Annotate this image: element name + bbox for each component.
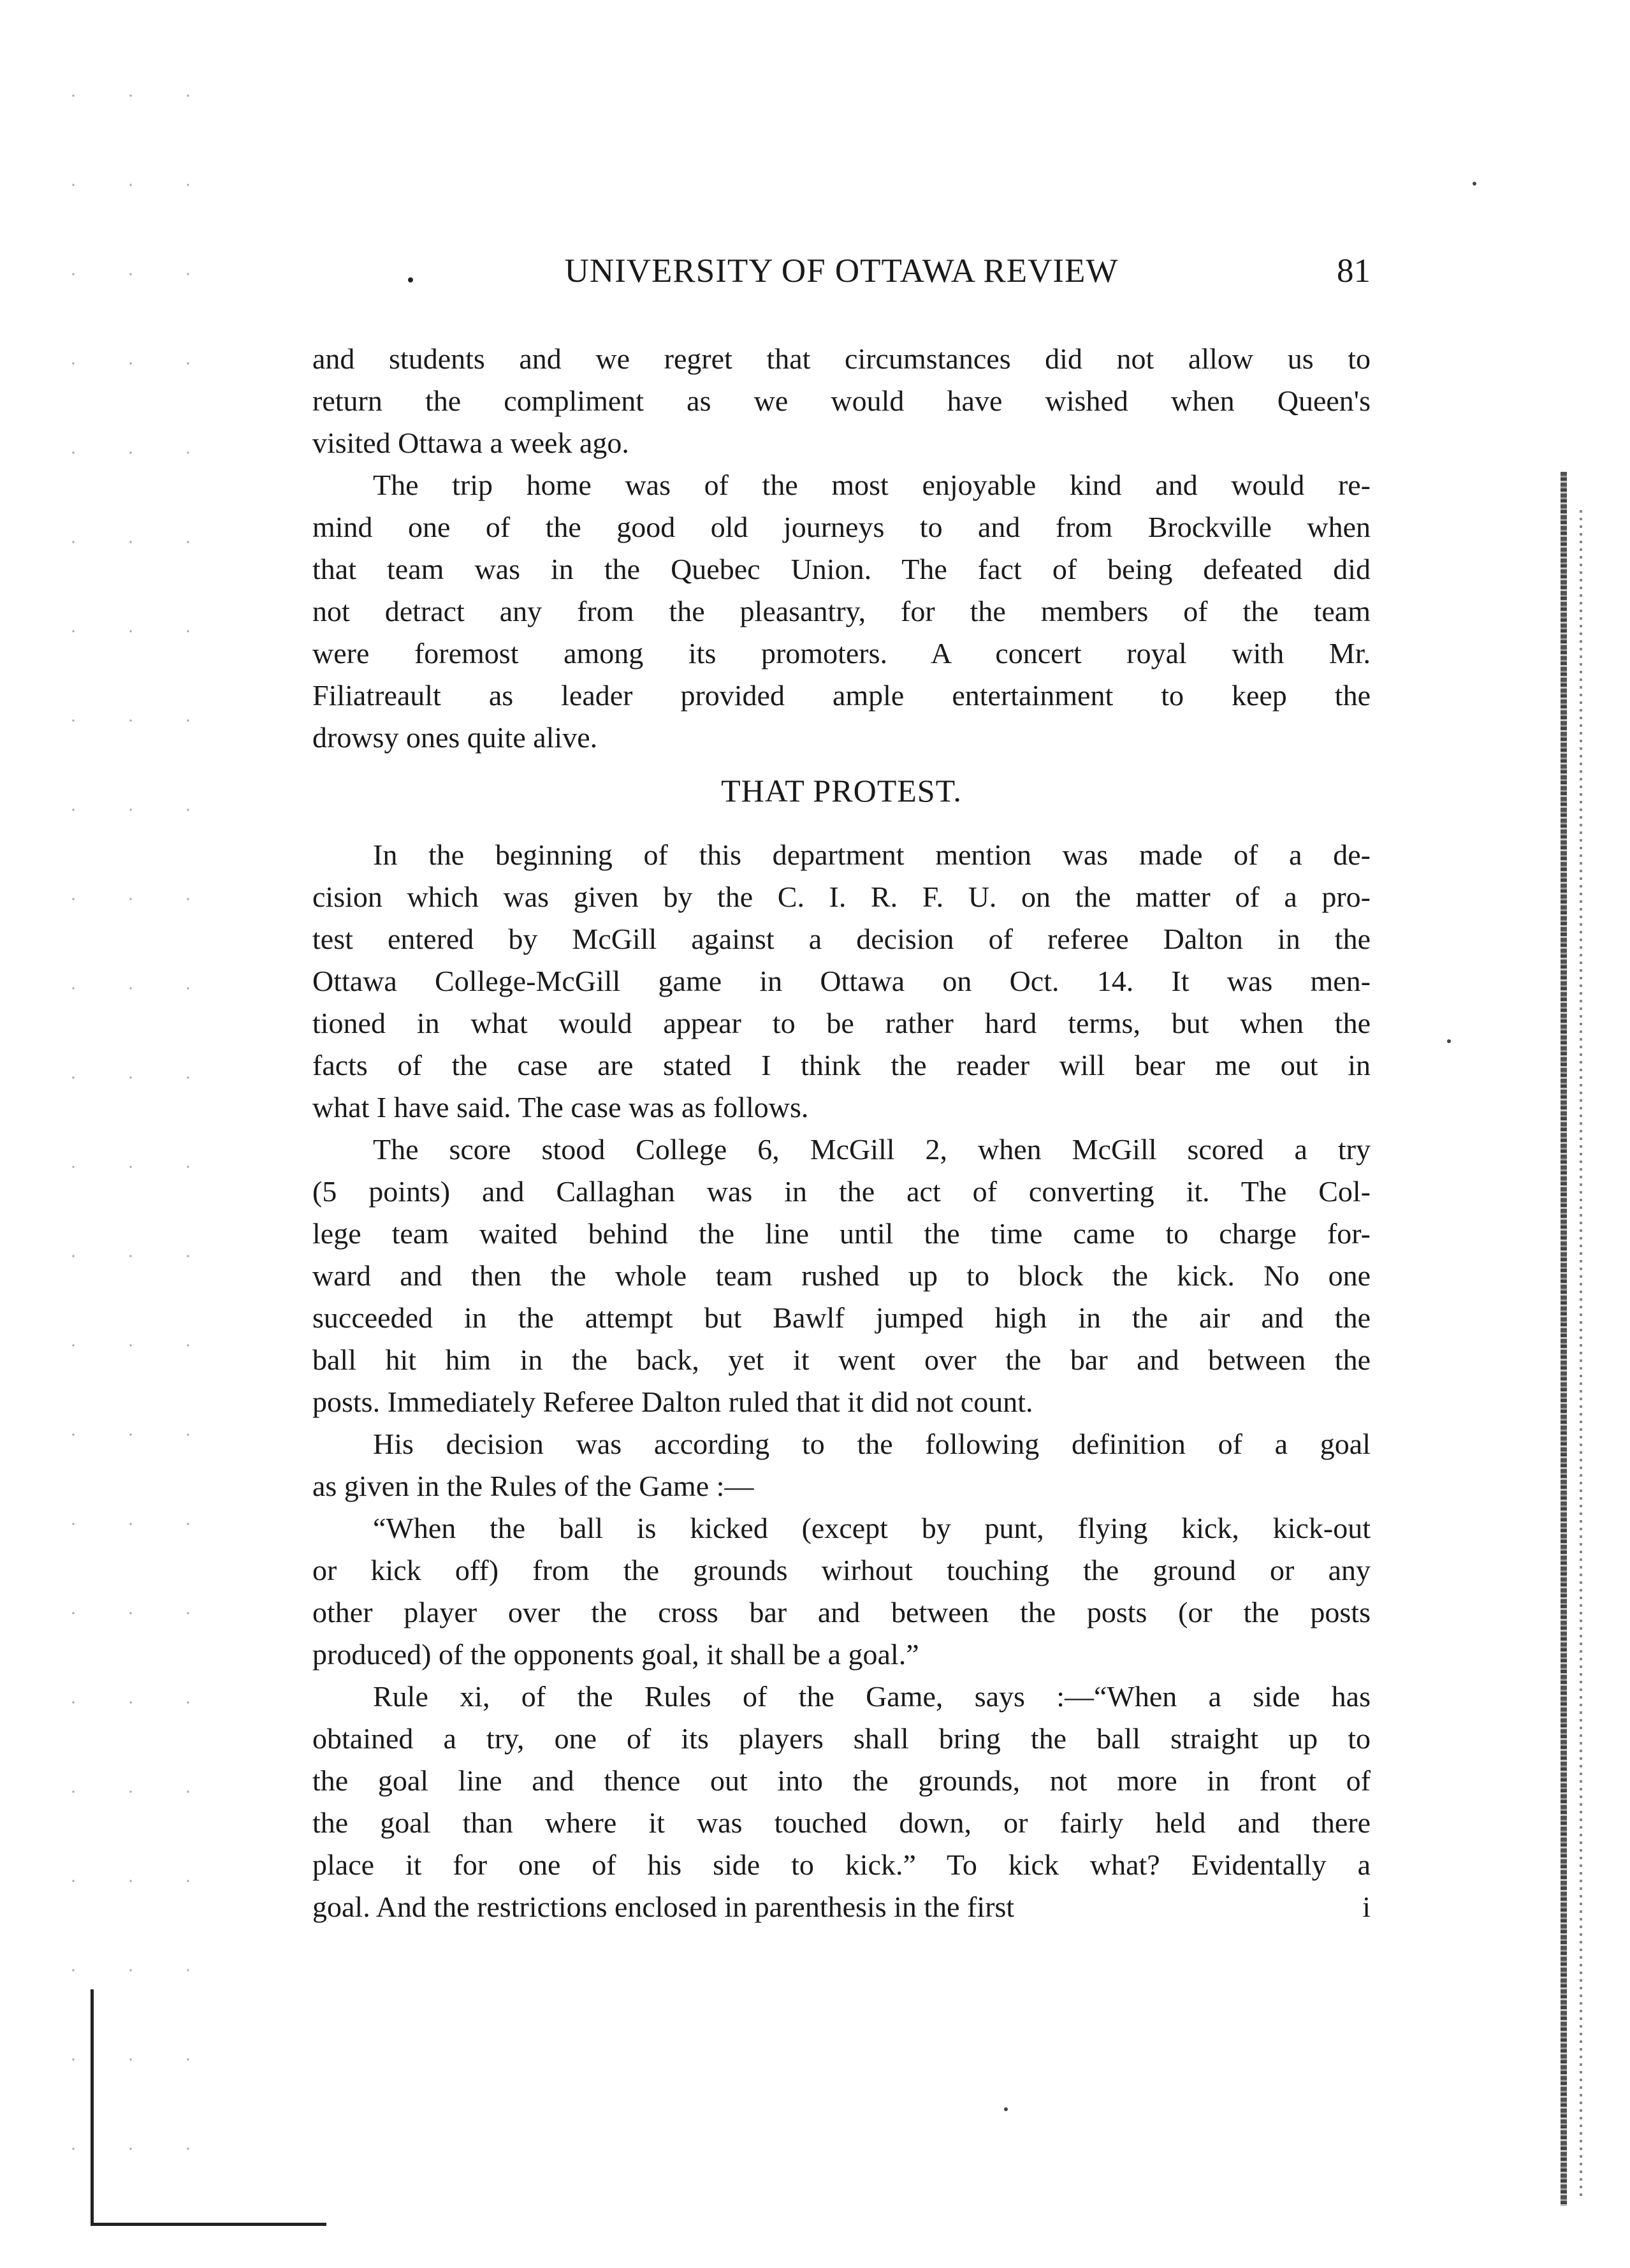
text-line: tioned in what would appear to be rather hard terms, but when the [312,1007,1371,1039]
journal-title: UNIVERSITY OF OTTAWA REVIEW [564,252,1119,289]
text-line-with-catchword [312,1886,1371,1928]
text-line: His decision was according to the following definition of a goal [373,1428,1371,1460]
scan-corner-vertical [91,1989,94,2225]
text-line: return the compliment as we would have wished when Queen's [312,384,1371,417]
quotation-line: or kick off) from the grounds wirhout touching the ground or any [312,1554,1371,1586]
text-line: Ottawa College-McGill game in Ottawa on Oct. 14. It was men- [312,965,1371,997]
text-line: obtained a try, one of its players shall bring the ball straight up to [312,1722,1371,1755]
text-line: In the beginning of this department mention was made of a de- [373,838,1371,871]
text-line: place it for one of his side to kick.” To kick what? Evidentally a [312,1848,1371,1881]
text-line: (5 points) and Callaghan was in the act of converting it. The Col- [312,1175,1371,1208]
quotation-line: “When the ball is kicked (except by punt, flying kick, kick-out [373,1512,1371,1544]
spacer [312,823,1371,834]
quotation-line: other player over the cross bar and between the posts (or the posts [312,1596,1371,1628]
text-line: Rule xi, of the Rules of the Game, says :—“When a side has [373,1680,1371,1713]
page-number: 81 [1337,252,1371,289]
text-line: were foremost among its promoters. A concert royal with Mr. [312,637,1371,669]
text-line: the goal than where it was touched down, or fairly held and there [312,1806,1371,1839]
section-heading: THAT PROTEST. [721,773,962,808]
text-line: that team was in the Quebec Union. The fact of being defeated did [312,553,1371,585]
text-line: Filiatreault as leader provided ample entertainment to keep the [312,679,1371,712]
scan-speck [1473,182,1476,186]
text-line: facts of the case are stated I think the reader will bear me out in [312,1049,1371,1081]
scan-corner-horizontal [91,2223,326,2226]
text-line: cision which was given by the C. I. R. F. U. on the matter of a pro- [312,881,1371,913]
text-line: goal. And the restrictions enclosed in parenthesis in the first [312,1891,1015,1923]
text-line: posts. Immediately Referee Dalton ruled that it did not count. [312,1386,1033,1418]
quotation-line: produced) of the opponents goal, it shall be a goal.” [312,1638,919,1671]
text-line: test entered by McGill against a decision of referee Dalton in the [312,923,1371,955]
text-line: ball hit him in the back, yet it went over the bar and between the [312,1343,1371,1376]
text-line: visited Ottawa a week ago. [312,427,629,459]
text-line: succeeded in the attempt but Bawlf jumped high in the air and the [312,1301,1371,1334]
text-line: mind one of the good old journeys to and from Brockville when [312,511,1371,543]
text-line: The score stood College 6, McGill 2, when McGill scored a try [373,1133,1371,1166]
catchword: i [1362,1891,1371,1923]
scan-edge-right [1561,472,1567,2206]
body-text [312,338,1371,1928]
text-line: what I have said. The case was as follows. [312,1091,809,1123]
running-head [312,252,1371,303]
scan-noise-left [45,51,204,2206]
scan-edge-right-secondary [1580,510,1582,2200]
text-line: the goal line and thence out into the grounds, not more in front of [312,1764,1371,1797]
text-line: not detract any from the pleasantry, for the members of the team [312,595,1371,627]
text-line: drowsy ones quite alive. [312,721,598,754]
text-line: ward and then the whole team rushed up to block the kick. No one [312,1259,1371,1292]
scan-speck [1447,1039,1451,1043]
text-line: lege team waited behind the line until the time came to charge for- [312,1217,1371,1250]
text-line: and students and we regret that circumstances did not allow us to [312,342,1371,375]
text-line: as given in the Rules of the Game :— [312,1470,754,1502]
text-line: The trip home was of the most enjoyable kind and would re- [373,469,1371,501]
scan-speck [1004,2107,1008,2111]
